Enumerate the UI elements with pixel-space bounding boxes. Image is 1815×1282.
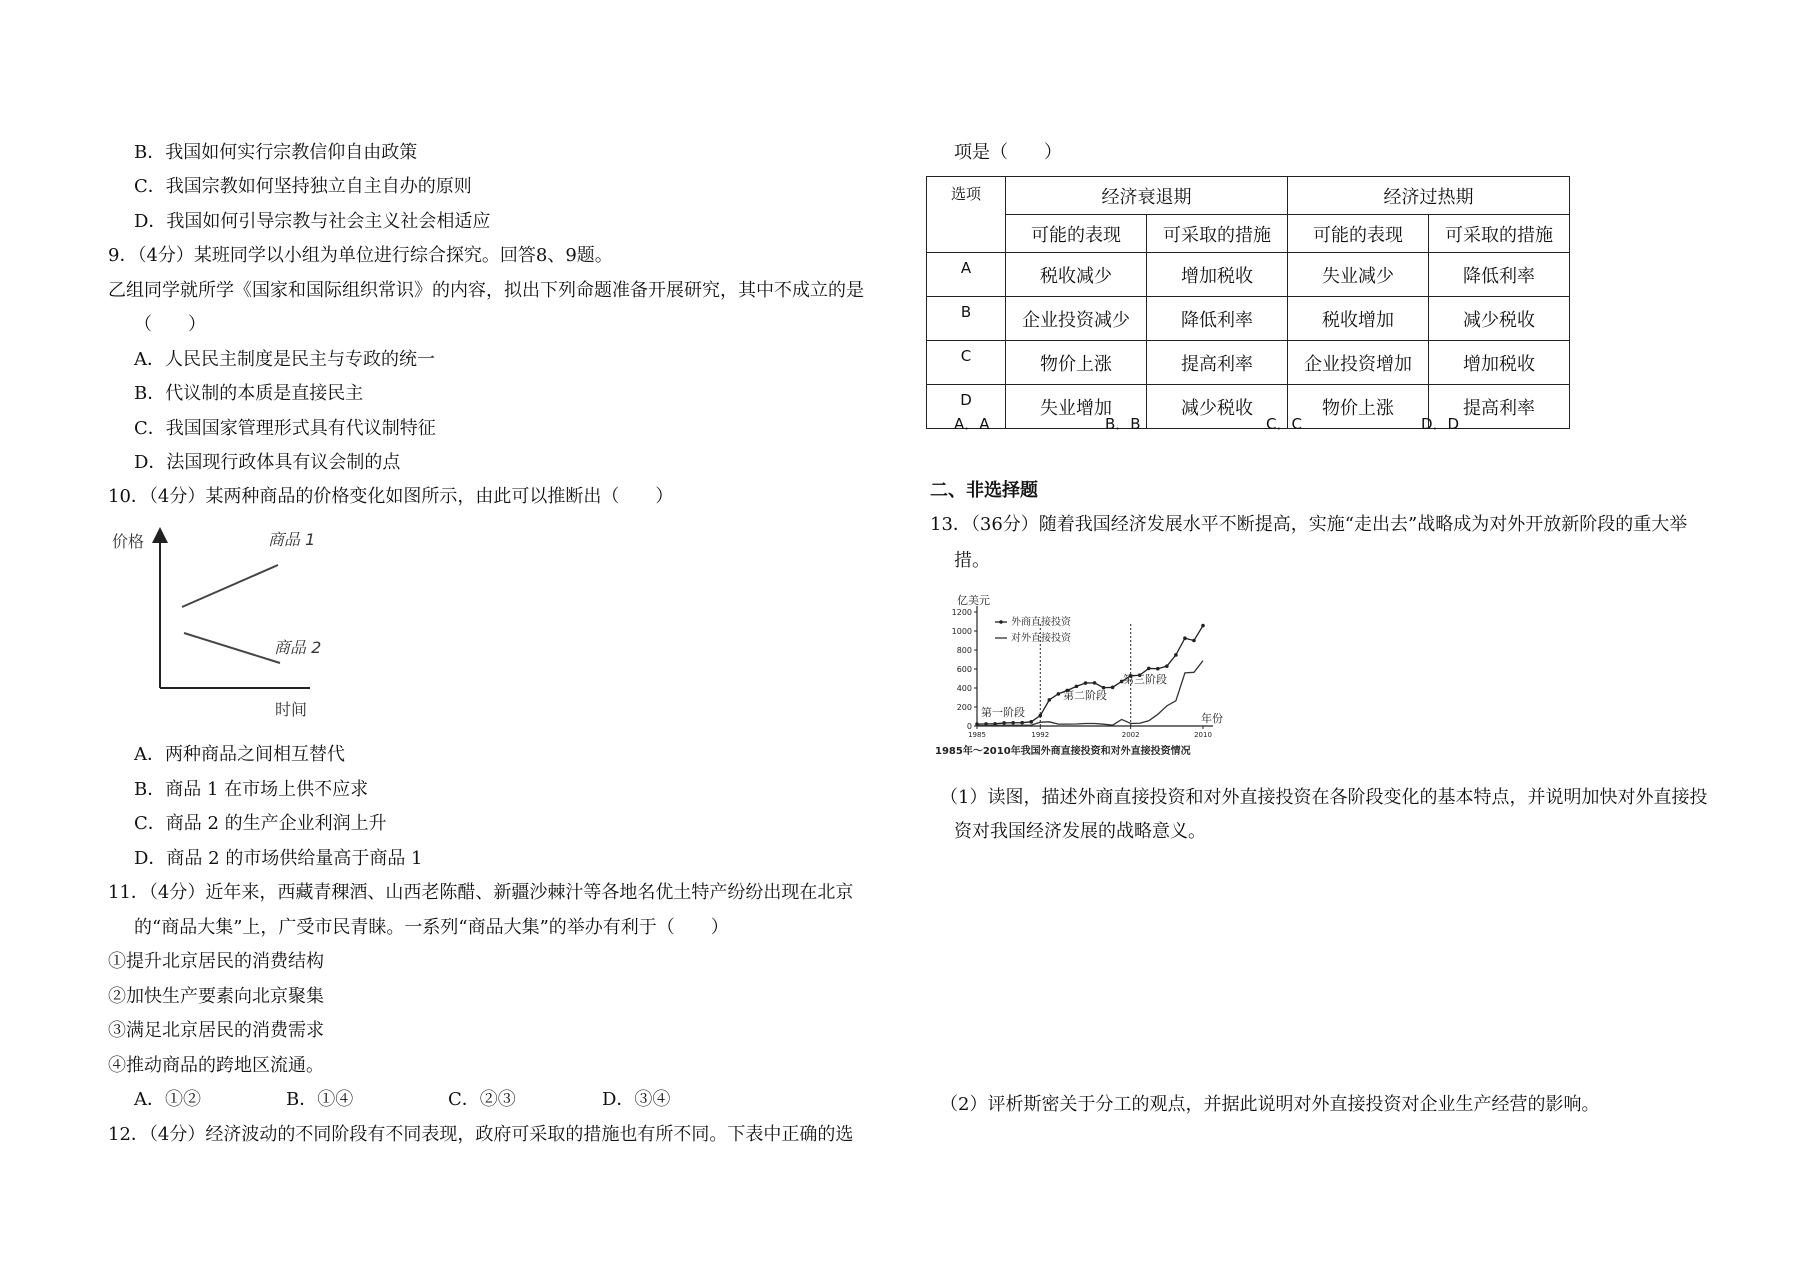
q10-option-b: B．商品 1 在市场上供不应求: [134, 779, 369, 800]
q12-continuation: 项是（ ）: [954, 142, 1062, 163]
q10-option-a: A．两种商品之间相互替代: [134, 744, 345, 765]
q11-option-d: D．③④: [602, 1089, 671, 1110]
data-point-inward-fdi: [1057, 692, 1061, 696]
q11-item-1: ①提升北京居民的消费结构: [108, 951, 324, 972]
y-tick-label: 0: [966, 722, 972, 731]
y-tick-label: 200: [956, 703, 972, 712]
x-tick-label: 2010: [1194, 731, 1212, 739]
x-tick-label: 1985: [968, 731, 986, 739]
data-point-inward-fdi: [1075, 685, 1079, 689]
q8-option-b: B．我国如何实行宗教信仰自由政策: [134, 142, 418, 163]
q9-option-a: A．人民民主制度是民主与专政的统一: [134, 349, 435, 370]
data-point-inward-fdi: [1183, 636, 1187, 640]
q12-option-a: A．A: [954, 415, 990, 433]
data-point-inward-fdi: [1192, 639, 1196, 643]
table-cell: 提高利率: [1147, 341, 1288, 385]
q10-series-2-line: [184, 633, 280, 663]
data-point-inward-fdi: [1174, 653, 1178, 657]
stage-label: 第三阶段: [1123, 673, 1167, 686]
q10-series-1-label: 商品 1: [268, 530, 316, 549]
q8-option-d: D．我国如何引导宗教与社会主义社会相适应: [134, 211, 491, 232]
q12-option-c: C．C: [1266, 415, 1302, 433]
q11-stem-1: 11．（4分）近年来，西藏青稞酒、山西老陈醋、新疆沙棘汁等各地名优土特产纷纷出现在北京: [108, 882, 854, 903]
q11-item-2: ②加快生产要素向北京聚集: [108, 986, 324, 1007]
table-header-option: 选项: [927, 177, 1006, 253]
table-cell-option: D: [927, 385, 1006, 429]
q11-option-b: B．①④: [286, 1089, 354, 1110]
q9-stem: 9．（4分）某班同学以小组为单位进行综合探究。回答8、9题。: [108, 245, 613, 266]
table-header-recession: 经济衰退期: [1006, 177, 1288, 215]
y-tick-label: 400: [956, 684, 972, 693]
q10-series-2-label: 商品 2: [274, 638, 322, 657]
data-point-inward-fdi: [984, 722, 988, 726]
q12-stem: 12．（4分）经济波动的不同阶段有不同表现，政府可采取的措施也有所不同。下表中正确的选: [108, 1124, 854, 1145]
q13-stem-1: 13．（36分）随着我国经济发展水平不断提高，实施“走出去”战略成为对外开放新阶段的重大举: [930, 514, 1688, 535]
chart-title: 1985年～2010年我国外商直接投资和对外直接投资情况: [935, 746, 1191, 757]
data-point-inward-fdi: [1147, 667, 1151, 671]
q10-stem: 10．（4分）某两种商品的价格变化如图所示，由此可以推断出（ ）: [108, 486, 674, 507]
table-subheader: 可能的表现: [1288, 215, 1429, 253]
table-subheader: 可采取的措施: [1147, 215, 1288, 253]
table-subheader: 可采取的措施: [1429, 215, 1570, 253]
fdi-chart: [935, 590, 1255, 760]
data-point-inward-fdi: [1165, 664, 1169, 668]
table-cell: 企业投资增加: [1288, 341, 1429, 385]
y-tick-label: 1200: [951, 608, 972, 617]
data-point-inward-fdi: [1020, 721, 1024, 725]
q12-economy-table: [926, 176, 1570, 429]
data-point-inward-fdi: [1038, 714, 1042, 718]
table-cell: 失业增加: [1006, 385, 1147, 429]
q9-option-b: B．代议制的本质是直接民主: [134, 383, 364, 404]
q12-option-d: D．D: [1421, 415, 1460, 433]
x-axis-label: 年份: [1201, 712, 1223, 725]
table-row: [927, 253, 1570, 297]
q10-price-figure: [110, 525, 340, 725]
data-point-inward-fdi: [1011, 721, 1015, 725]
table-cell-option: B: [927, 297, 1006, 341]
section-title: 二、非选择题: [930, 480, 1038, 501]
table-row: [927, 297, 1570, 341]
q11-stem-2: 的“商品大集”上，广受市民青睐。一系列“商品大集”的举办有利于（ ）: [134, 917, 729, 938]
table-cell: 减少税收: [1147, 385, 1288, 429]
q13-part1-b: 资对我国经济发展的战略意义。: [954, 821, 1206, 842]
table-cell: 企业投资减少: [1006, 297, 1147, 341]
table-cell: 提高利率: [1429, 385, 1570, 429]
data-point-inward-fdi: [1093, 681, 1097, 685]
x-tick-label: 2002: [1121, 731, 1140, 739]
legend-label: 外商直接投资: [1011, 617, 1071, 628]
data-point-inward-fdi: [1201, 624, 1205, 628]
q11-item-4: ④推动商品的跨地区流通。: [108, 1055, 324, 1076]
data-point-inward-fdi: [1111, 686, 1115, 690]
data-point-inward-fdi: [1002, 721, 1006, 725]
q9-paren: （ ）: [134, 314, 206, 335]
table-subheader: 可能的表现: [1006, 215, 1147, 253]
q13-stem-2: 措。: [954, 550, 990, 571]
stage-label: 第一阶段: [981, 706, 1025, 719]
q12-option-b: B．B: [1105, 415, 1141, 433]
table-cell: 减少税收: [1429, 297, 1570, 341]
data-point-inward-fdi: [1048, 698, 1052, 702]
q9-text: 乙组同学就所学《国家和国际组织常识》的内容，拟出下列命题准备开展研究，其中不成立的是: [108, 280, 864, 301]
data-point-inward-fdi: [1029, 720, 1033, 724]
table-header-overheat: 经济过热期: [1288, 177, 1570, 215]
q13-part2: （2）评析斯密关于分工的观点，并据此说明对外直接投资对企业生产经营的影响。: [940, 1094, 1600, 1115]
q10-option-d: D．商品 2 的市场供给量高于商品 1: [134, 848, 423, 869]
table-row: [927, 385, 1570, 429]
table-cell-option: A: [927, 253, 1006, 297]
table-row: [927, 341, 1570, 385]
table-cell-option: C: [927, 341, 1006, 385]
table-cell: 物价上涨: [1006, 341, 1147, 385]
q10-y-label: 价格: [112, 532, 145, 551]
q10-x-label: 时间: [275, 700, 308, 719]
q11-option-c: C．②③: [448, 1089, 516, 1110]
q10-series-1-line: [182, 565, 278, 607]
table-cell: 增加税收: [1429, 341, 1570, 385]
legend-marker-inward-fdi: [999, 620, 1003, 624]
q13-part1-a: （1）读图，描述外商直接投资和对外直接投资在各阶段变化的基本特点，并说明加快对外直接投: [940, 787, 1708, 808]
data-point-inward-fdi: [975, 722, 979, 726]
table-cell: 增加税收: [1147, 253, 1288, 297]
q9-option-c: C．我国国家管理形式具有代议制特征: [134, 418, 436, 439]
stage-label: 第二阶段: [1063, 689, 1107, 702]
x-tick-label: 1992: [1031, 731, 1050, 739]
table-cell: 降低利率: [1429, 253, 1570, 297]
table-cell: 失业减少: [1288, 253, 1429, 297]
table-cell: 降低利率: [1147, 297, 1288, 341]
legend-label: 对外直接投资: [1011, 633, 1071, 644]
q8-option-c: C．我国宗教如何坚持独立自主自办的原则: [134, 176, 472, 197]
y-axis-label: 亿美元: [957, 594, 990, 607]
data-point-inward-fdi: [993, 722, 997, 726]
q11-option-a: A．①②: [134, 1089, 201, 1110]
data-point-inward-fdi: [1084, 681, 1088, 685]
table-cell: 税收增加: [1288, 297, 1429, 341]
y-tick-label: 600: [956, 665, 972, 674]
y-tick-label: 1000: [951, 627, 972, 636]
q11-item-3: ③满足北京居民的消费需求: [108, 1020, 324, 1041]
table-cell: 税收减少: [1006, 253, 1147, 297]
q10-option-c: C．商品 2 的生产企业利润上升: [134, 813, 387, 834]
q9-option-d: D．法国现行政体具有议会制的点: [134, 452, 401, 473]
y-tick-label: 800: [956, 646, 972, 655]
data-point-inward-fdi: [1156, 667, 1160, 671]
table-cell: 物价上涨: [1288, 385, 1429, 429]
